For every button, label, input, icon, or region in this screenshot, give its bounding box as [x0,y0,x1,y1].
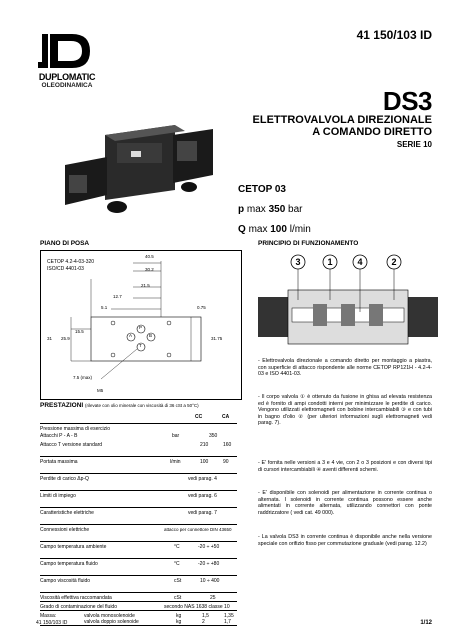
specs-block [238,180,311,240]
massa-line-1: valvola monosolenoide [84,613,135,619]
pressure-value: 350 [268,204,286,215]
description-para-1: - Elettrovalvola direzionale a comando diretto per montaggio a piastra, con superficie di attacco rispondente alle norme CETOP RP121H - 4.2-4-03 e ISO 4401-03. [258,358,432,378]
row-value: -20 ÷ +50 [198,544,220,550]
svg-text:4: 4 [357,257,363,267]
row-label: Campo viscosità fluido [40,578,91,584]
row-value: vedi parag. 4 [188,476,217,482]
table-row [40,431,237,440]
row-cc: 210 [200,442,209,448]
flow-unit: l/min [289,224,311,235]
description-para-4: - E' disponibile con solenoidi per alimentazione in corrente continua o alternata. I solenoidi in corrente continua possono essere anche alimentati in corrente alternata, utilizzando connettori con ponte raddrizzatore ( vedi cat. 49 000). [258,490,432,516]
flow-prefix: Q [238,224,246,235]
table-row [40,575,237,587]
table-row [40,558,237,570]
row-value: 25 [210,595,216,601]
dim-31-75: 31.75 [211,336,223,341]
dim-m5: M5 [97,388,104,393]
table-row-massa [40,610,237,626]
row-value: vedi parag. 7 [188,510,217,516]
flow-value: 100 [270,224,287,235]
dim-40-5: 40.5 [145,254,154,259]
document-code: 41 150/103 ID [356,28,432,42]
row-label: Viscosità effettiva raccomandata [40,595,112,601]
row-unit: °C [174,544,180,550]
row-label: Attacco T versione standard [40,442,103,448]
logo-sub-text: OLEODINAMICA [41,82,93,89]
col-ca: CA [222,414,230,420]
svg-text:1: 1 [327,257,333,267]
row-unit: l/min [170,459,181,465]
row-value: secondo NAS 1638 classe 10 [164,604,230,610]
performance-title: PRESTAZIONI [40,402,84,409]
cetop-label: CETOP 03 [238,184,286,195]
row-cc: 100 [200,459,209,465]
dim-7-5-max: 7.5 (max) [73,375,93,380]
subtitle-line-1: ELETTROVALVOLA DIREZIONALE [252,114,432,126]
callout-1 [323,255,337,269]
port-b: B [149,333,153,338]
logo-d-icon [36,32,98,70]
table-row [40,524,237,536]
dim-31: 31 [47,336,53,341]
row-unit: bar [172,433,180,439]
row-unit: cSt [174,595,182,601]
dim-30-2: 30.2 [145,267,154,272]
port-p: P [139,325,143,330]
row-ca: 160 [223,442,232,448]
row-value: 10 ÷ 400 [200,578,220,584]
valve-photo [55,95,225,215]
row-ca: 90 [223,459,229,465]
pressure-mid: max [246,204,266,215]
row-label: Campo temperatura fluido [40,561,98,567]
row-value: -20 ÷ +80 [198,561,220,567]
table-row [40,456,237,468]
mounting-standard-line-1: CETOP 4.2-4-03-320 [47,259,95,265]
performance-note: (rilevate con olio minerale con viscosità di 36 cSt a 50°C) [85,403,199,408]
product-title: DS3 [382,86,432,116]
logo-brand-text: DUPLOMATIC [38,72,96,82]
mounting-standard-line-2: ISO/CD 4401-03 [47,266,84,272]
dim-5-1: 5.1 [101,305,108,310]
operating-section-title: PRINCIPIO DI FUNZIONAMENTO [258,240,359,247]
dim-0-75: 0.75 [197,305,206,310]
page-number: 1/12 [420,620,432,626]
row-value: 350 [209,433,218,439]
row-label: Perdite di carico Δp-Q [40,476,89,482]
massa-ca-1: 1,35 [224,613,234,619]
mounting-diagram [40,250,242,400]
flow-spec [238,220,311,240]
dim-15-5: 15.5 [75,329,84,334]
table-row [40,541,237,553]
row-label: Attacchi P - A - B [40,433,78,439]
mounting-section-title: PIANO DI POSA [40,240,90,247]
dim-21-5: 21.5 [141,283,150,288]
massa-line-2: valvola doppio solenoide [84,619,139,625]
footer-code: 41 150/103 ID [36,620,68,626]
row-unit: cSt [174,578,182,584]
dim-25-9: 25.9 [61,336,70,341]
flow-mid: max [248,224,268,235]
table-row [40,507,237,519]
dim-12-7: 12.7 [113,294,122,299]
table-row [40,440,237,450]
callout-4 [353,255,367,269]
row-label: Portata massima [40,459,78,465]
pressure-unit: bar [288,204,303,215]
table-row [40,473,237,485]
row-value: vedi parag. 6 [188,493,217,499]
pressure-prefix: p [238,204,245,215]
operating-diagram [258,252,438,362]
massa-cc-2: 2 [202,619,205,625]
callout-3 [291,255,305,269]
description-para-3: - E' fornita nelle versioni a 3 e 4 vie, con 2 o 3 posizioni e con diversi tipi di cursori intercambiabili ④ aventi differenti schemi. [258,460,432,473]
row-label: Connessioni elettriche [40,527,90,533]
subtitle-line-2: A COMANDO DIRETTO [312,126,432,138]
row-label: Pressione massima di esercizio [40,426,111,432]
svg-text:2: 2 [391,257,397,267]
duplomatic-logo [36,32,98,92]
pressure-spec [238,200,311,220]
table-row [40,490,237,502]
series-label: SERIE 10 [396,140,432,149]
port-t: T [139,343,142,348]
svg-text:3: 3 [295,257,301,267]
row-label: Caratteristiche elettriche [40,510,94,516]
row-label: Campo temperatura ambiente [40,544,107,550]
callout-2 [387,255,401,269]
massa-label: Massa: [40,613,57,619]
massa-cc-1: 1,5 [202,613,209,619]
product-subtitle [253,114,432,138]
row-label: Limiti di impiego [40,493,76,499]
col-cc: CC [195,414,203,420]
massa-unit-2: kg [176,619,182,625]
description-para-5: - La valvola DS3 in corrente continua è disponibile anche nella versione speciale con orifizio fisso per commutazione graduale (vedi parag. 12.2) [258,534,432,547]
description-para-2: - Il corpo valvola ① è ottenuto da fusione in ghisa ad elevata resistenza ed è fornito di ampi condotti interni per minimizzare le perdite di carico. Vengono utilizzati elettromagneti con bobine intercambiabili ③ e con tubi in bagno d'olio ② (per ulteriori informazioni sugli elettromagneti vedi parag. 7). [258,394,432,427]
massa-unit-1: kg [176,613,182,619]
massa-ca-2: 1,7 [224,619,231,625]
port-a: A [129,333,133,338]
performance-section-title [40,402,199,409]
row-value: attacco per connettore DIN 43650 [164,527,232,532]
row-label: Grado di contaminazione del fluido [40,604,117,610]
row-unit: °C [174,561,180,567]
